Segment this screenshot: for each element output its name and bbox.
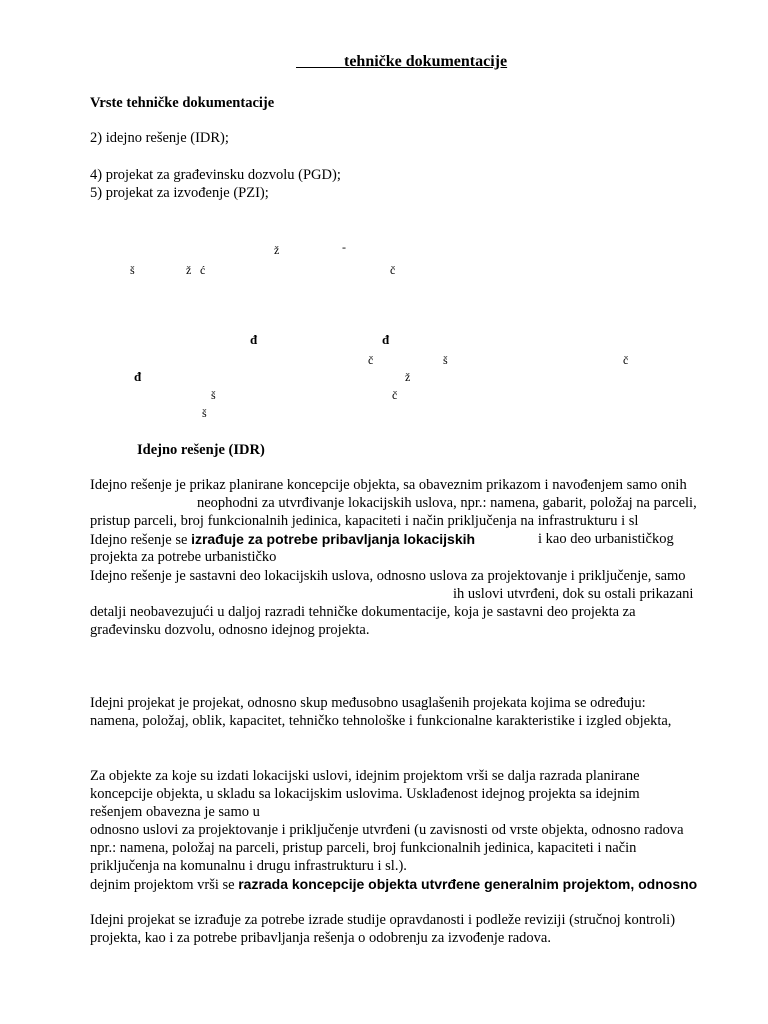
glyph: ž — [186, 263, 192, 277]
p1-line-3: pristup parceli, broj funkcionalnih jedinica, kapaciteti i način priključenja na infrastrukturu i sl — [90, 513, 639, 529]
p5-line-1: Za objekte za koje su izdati lokacijski uslovi, idejnim projektom vrši se dalja razrada planirane — [90, 768, 640, 784]
p4-line-2: namena, položaj, oblik, kapacitet, tehničko tehnološke i funkcionalne karakteristike i izgled objekta, — [90, 713, 672, 729]
glyph: š — [130, 263, 135, 277]
idr-heading: Idejno rešenje (IDR) — [137, 442, 265, 458]
glyph: č — [623, 353, 629, 367]
list-item-2: 2) idejno rešenje (IDR); — [90, 130, 229, 146]
p2-line-1 — [90, 530, 475, 549]
list-item-4: 4) projekat za građevinsku dozvolu (PGD); — [90, 167, 341, 183]
glyph: ž — [274, 243, 280, 257]
p1-line-1: Idejno rešenje je prikaz planirane koncepcije objekta, sa obaveznim prikazom i navođenjem samo onih — [90, 477, 687, 493]
glyph: š — [202, 406, 207, 420]
p3-line-1: Idejno rešenje je sastavni deo lokacijskih uslova, odnosno uslova za projektovanje i priključenje, samo — [90, 568, 686, 584]
glyph: č — [392, 388, 398, 402]
p5-line-5: npr.: namena, položaj na parceli, pristup parceli, broj funkcionalnih jedinica, kapaciteti i način — [90, 840, 637, 856]
glyph: č — [390, 263, 396, 277]
title-blank — [296, 53, 344, 70]
heading-types: Vrste tehničke dokumentacije — [90, 95, 275, 111]
glyph: š — [443, 353, 448, 367]
glyph: č — [368, 353, 374, 367]
p2-text-a: Idejno rešenje se — [90, 532, 192, 548]
glyph: š — [211, 388, 216, 402]
p1-line-2: neophodni za utvrđivanje lokacijskih uslova, npr.: namena, gabarit, položaj na parceli, — [197, 495, 697, 511]
p3-line-3: detalji neobavezujući u daljoj razradi tehničke dokumentacije, koja je sastavni deo projekta za — [90, 604, 636, 620]
p4-line-1: Idejni projekat je projekat, odnosno skup međusobno usaglašenih projekata kojima se određuju: — [90, 695, 646, 711]
p5-line-3: rešenjem obavezna je samo u — [90, 804, 260, 820]
p7-line-2: projekta, kao i za potrebe pribavljanja rešenja o odobrenju za izvođenje radova. — [90, 930, 551, 946]
p5-line-6: priključenja na komunalnu i drugu infrastrukturu i sl.). — [90, 858, 407, 874]
p3-line-2: ih uslovi utvrđeni, dok su ostali prikazani — [453, 586, 694, 602]
p6-line — [90, 875, 697, 894]
glyph: - — [342, 240, 346, 254]
glyph: ć — [200, 263, 206, 277]
list-item-5: 5) projekat za izvođenje (PZI); — [90, 185, 269, 201]
glyph: ž — [405, 370, 411, 384]
p5-line-4: odnosno uslovi za projektovanje i priključenje utvrđeni (u zavisnosti od vrste objekta, odnosno radova — [90, 822, 684, 838]
glyph: đ — [134, 369, 142, 384]
p2-line-2: projekta za potrebe urbanističko — [90, 549, 277, 565]
p7-line-1: Idejni projekat se izrađuje za potrebe izrade studije opravdanosti i podleže reviziji (stručnoj kontroli) — [90, 912, 676, 928]
p2-bold: izrađuje za potrebe pribavljanja lokacijskih — [191, 531, 476, 547]
glyph: đ — [382, 332, 390, 347]
title-text: tehničke dokumentacije — [344, 53, 508, 70]
glyph: đ — [250, 332, 258, 347]
p2-text-b: i kao deo urbanističkog — [538, 531, 674, 547]
p5-line-2: koncepcije objekta, u skladu sa lokacijskim uslovima. Usklađenost idejnog projekta sa idejnim — [90, 786, 640, 802]
document-title — [296, 53, 507, 71]
p3-line-4: građevinsku dozvolu, odnosno idejnog projekta. — [90, 622, 370, 638]
p6-bold: razrada koncepcije objekta utvrđene generalnim projektom, odnosno — [238, 876, 698, 892]
p6-text-a: dejnim projektom vrši se — [90, 877, 239, 893]
